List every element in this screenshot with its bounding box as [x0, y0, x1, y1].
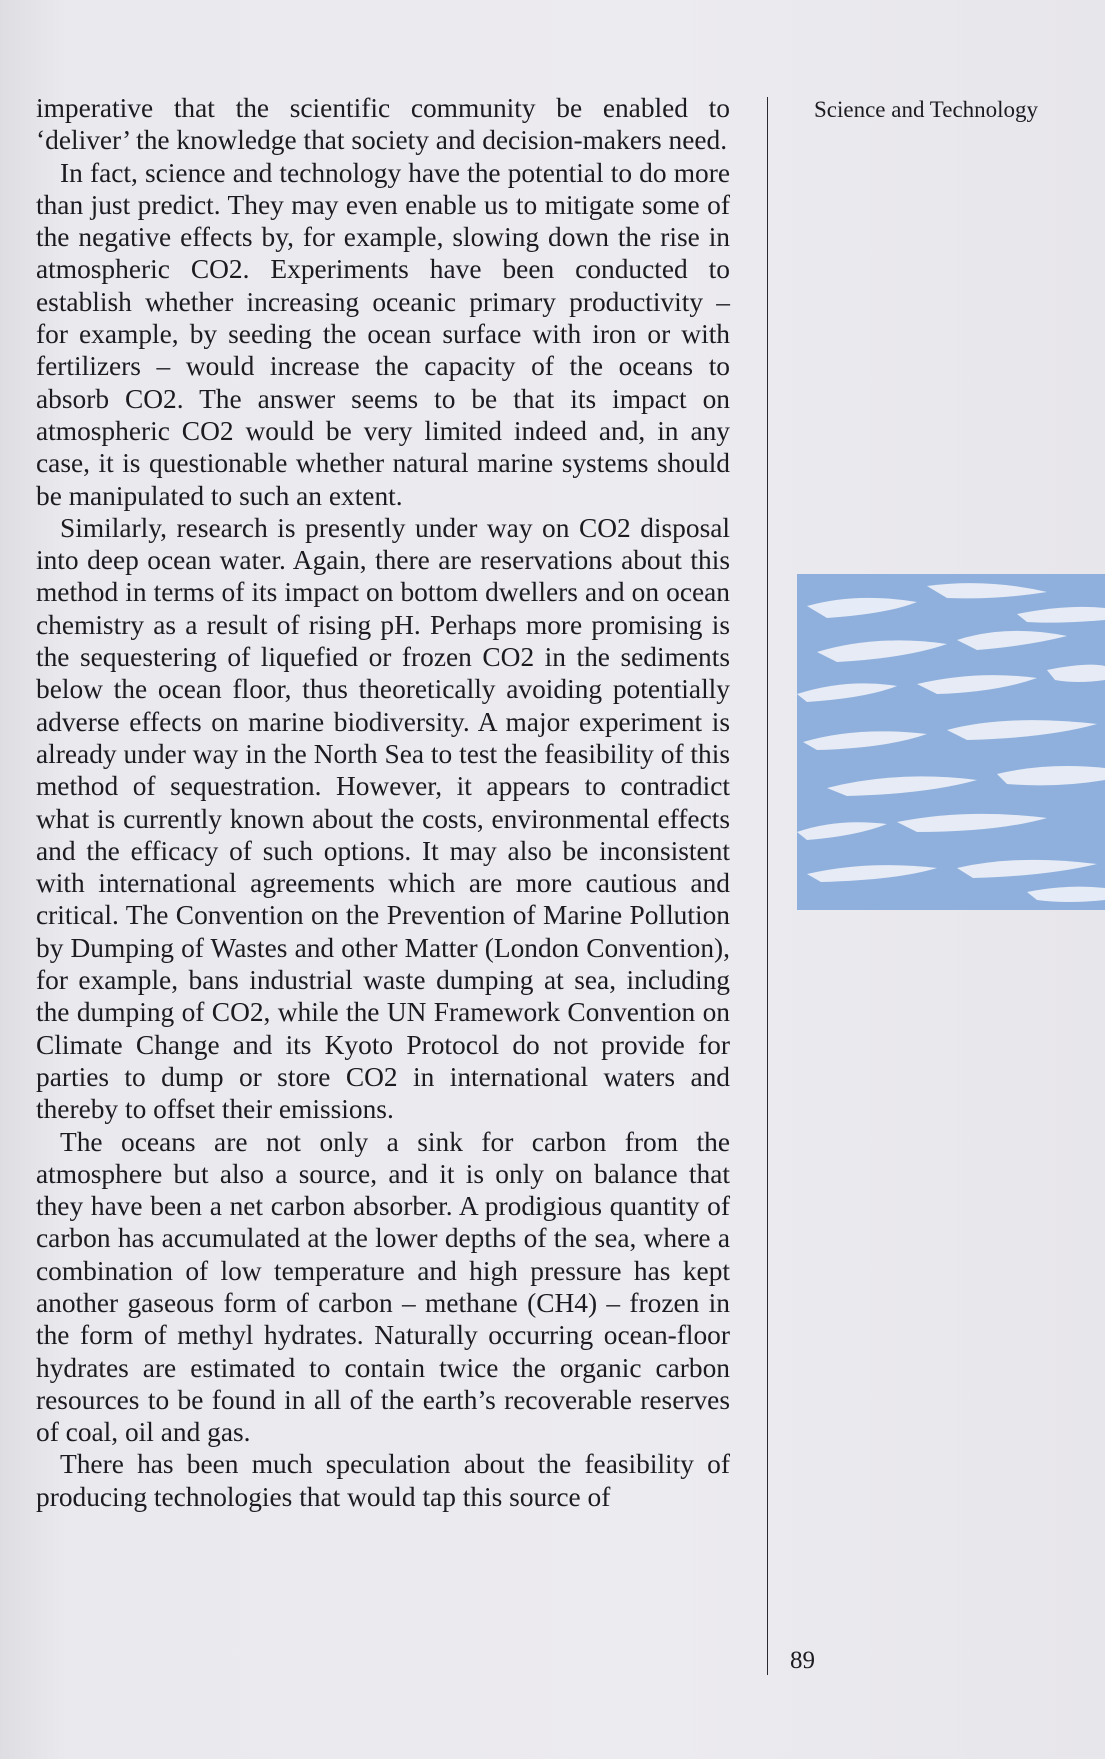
ocean-waves-illustration: [797, 574, 1105, 910]
paragraph-3: Similarly, research is presently under way on CO2 disposal into deep ocean water. Again, there are reservations about this method in terms of its impact on bottom dwellers and on ocean chemistry as a result of rising pH. Perhaps more promising is the sequestering of liquefied or frozen CO2 in the sediments below the ocean floor, thus theoretically avoiding potentially adverse effects on marine biodiversity. A major experiment is already under way in the North Sea to test the feasibility of this method of sequestration. However, it appears to contradict what is currently known about the costs, environmental effects and the efficacy of such options. It may also be inconsistent with international agreements which are more cautious and critical. The Convention on the Prevention of Marine Pollution by Dumping of Wastes and other Matter (London Convention), for example, bans industrial waste dumping at sea, including the dumping of CO2, while the UN Framework Convention on Climate Change and its Kyoto Protocol do not provide for parties to dump or store CO2 in international waters and thereby to offset their emissions.: [36, 512, 730, 1125]
paragraph-4: The oceans are not only a sink for carbon from the atmosphere but also a source, and it is only on balance that they have been a net carbon absorber. A prodigious quantity of carbon has accumulated at the lower depths of the sea, where a combination of low temperature and high pressure has kept another gaseous form of carbon – methane (CH4) – frozen in the form of methyl hydrates. Naturally occurring ocean-floor hydrates are estimated to contain twice the organic carbon resources to be found in all of the earth’s recoverable reserves of coal, oil and gas.: [36, 1126, 730, 1448]
running-head: Science and Technology: [814, 97, 1039, 122]
paragraph-1: imperative that the scientific community be enabled to ‘deliver’ the knowledge that society and decision-makers need.: [36, 93, 730, 156]
column-divider: [767, 97, 768, 1675]
paragraph-5: There has been much speculation about the feasibility of producing technologies that would tap this source of: [36, 1449, 730, 1512]
main-text-column: [36, 92, 730, 1513]
page-number: 89: [790, 1647, 815, 1674]
paragraph-2: In fact, science and technology have the potential to do more than just predict. They may even enable us to mitigate some of the negative effects by, for example, slowing down the rise in atmospheric CO2. Experiments have been conducted to establish whether increasing oceanic primary productivity – for example, by seeding the ocean surface with iron or with fertilizers – would increase the capacity of the oceans to absorb CO2. The answer seems to be that its impact on atmospheric CO2 would be very limited indeed and, in any case, it is questionable whether natural marine systems should be manipulated to such an extent.: [36, 157, 730, 511]
